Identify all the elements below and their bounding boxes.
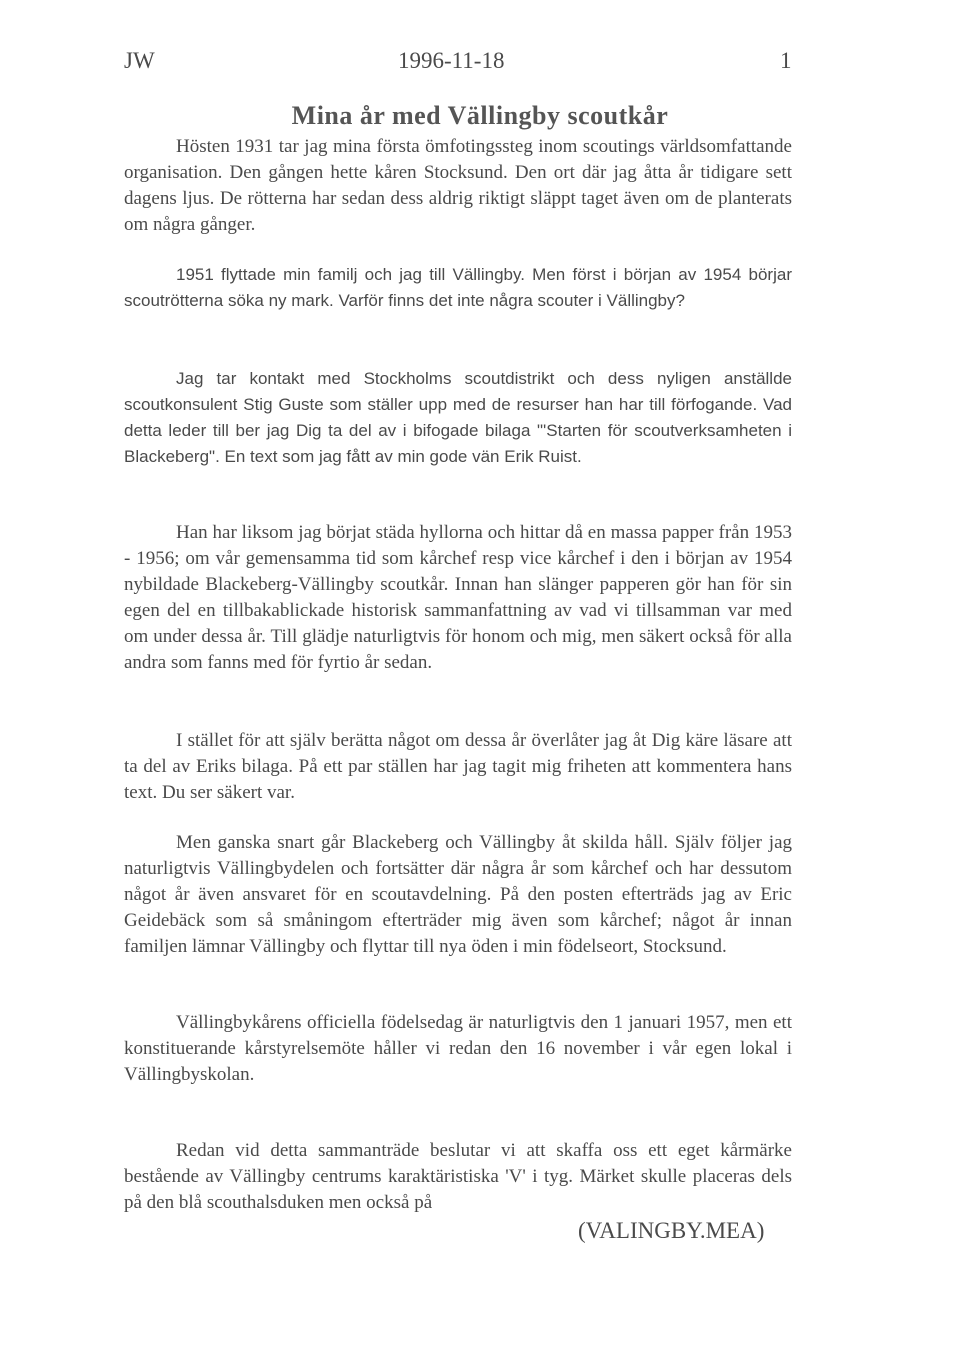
header-initials: JW xyxy=(124,48,155,73)
header-page-number: 1 xyxy=(780,48,792,73)
paragraph: I stället för att själv berätta något om dessa år överlåter jag åt Dig käre läsare att ta del av Eriks bilaga. På ett par ställen har jag tagit mig friheten att kommentera hans text. Du ser säkert var. xyxy=(124,730,792,803)
paragraph: Men ganska snart går Blackeberg och Vällingby åt skilda håll. Själv följer jag naturligtvis Vällingbydelen och fortsätter där några år som kårchef och har dessutom något år även ansvaret för en scoutavdelning. På den posten efterträds jag av Eric Geidebäck som så småningom efterträder mig även som kårchef; något år innan familjen lämnar Vällingby och flyttar till nya öden i min födelseort, Stocksund. xyxy=(124,832,792,957)
paragraph: Jag tar kontakt med Stockholms scoutdistrikt och dess nyligen anställde scoutkonsulent Stig Guste som ställer upp med de resurser han har till förfogande. Vad detta leder till ber jag Dig ta del av i bifogade bilaga "'Starten för scoutverksamheten i Blackeberg". En text som jag fått av min gode vän Erik Ruist. xyxy=(124,369,792,466)
paragraph: Hösten 1931 tar jag mina första ömfotingssteg inom scoutings världsomfattande organisation. Den gången hette kåren Stocksund. Den ort där jag åtta år tidigare sett dagens ljus. De rötterna har sedan dess aldrig riktigt släppt taget även om de planterats om några gånger. xyxy=(124,136,792,235)
paragraph: Redan vid detta sammanträde beslutar vi att skaffa oss ett eget kårmärke bestående av Vällingby centrums karaktäristiska 'V' i tyg. Märket skulle placeras dels på den blå scouthalsduken men också på xyxy=(124,1140,792,1213)
footer-filename: (VALINGBY.MEA) xyxy=(578,1218,765,1243)
paragraph: Han har liksom jag börjat städa hyllorna och hittar då en massa papper från 1953 - 1956; om vår gemensamma tid som kårchef resp vice kårchef i den i början av 1954 nybildade Blackeberg-Vällingby scoutkår. Innan han slänger papperen gör han för sin egen del en tillbakablickade historisk sammanfattning av vad vi tillsamman var med om under dessa år. Till glädje naturligtvis för honom och mig, men säkert också för alla andra som fanns med för fyrtio år sedan. xyxy=(124,522,792,673)
paragraph: 1951 flyttade min familj och jag till Vällingby. Men först i början av 1954 börjar scoutrötterna söka ny mark. Varför finns det inte några scouter i Vällingby? xyxy=(124,265,792,310)
paragraph: Vällingbykårens officiella födelsedag är naturligtvis den 1 januari 1957, men ett konstituerande kårstyrelsemöte håller vi redan den 16 november i vår egen lokal i Vällingbyskolan. xyxy=(124,1012,792,1085)
header-date: 1996-11-18 xyxy=(398,48,505,73)
document-title: Mina år med Vällingby scoutkår xyxy=(291,101,669,130)
